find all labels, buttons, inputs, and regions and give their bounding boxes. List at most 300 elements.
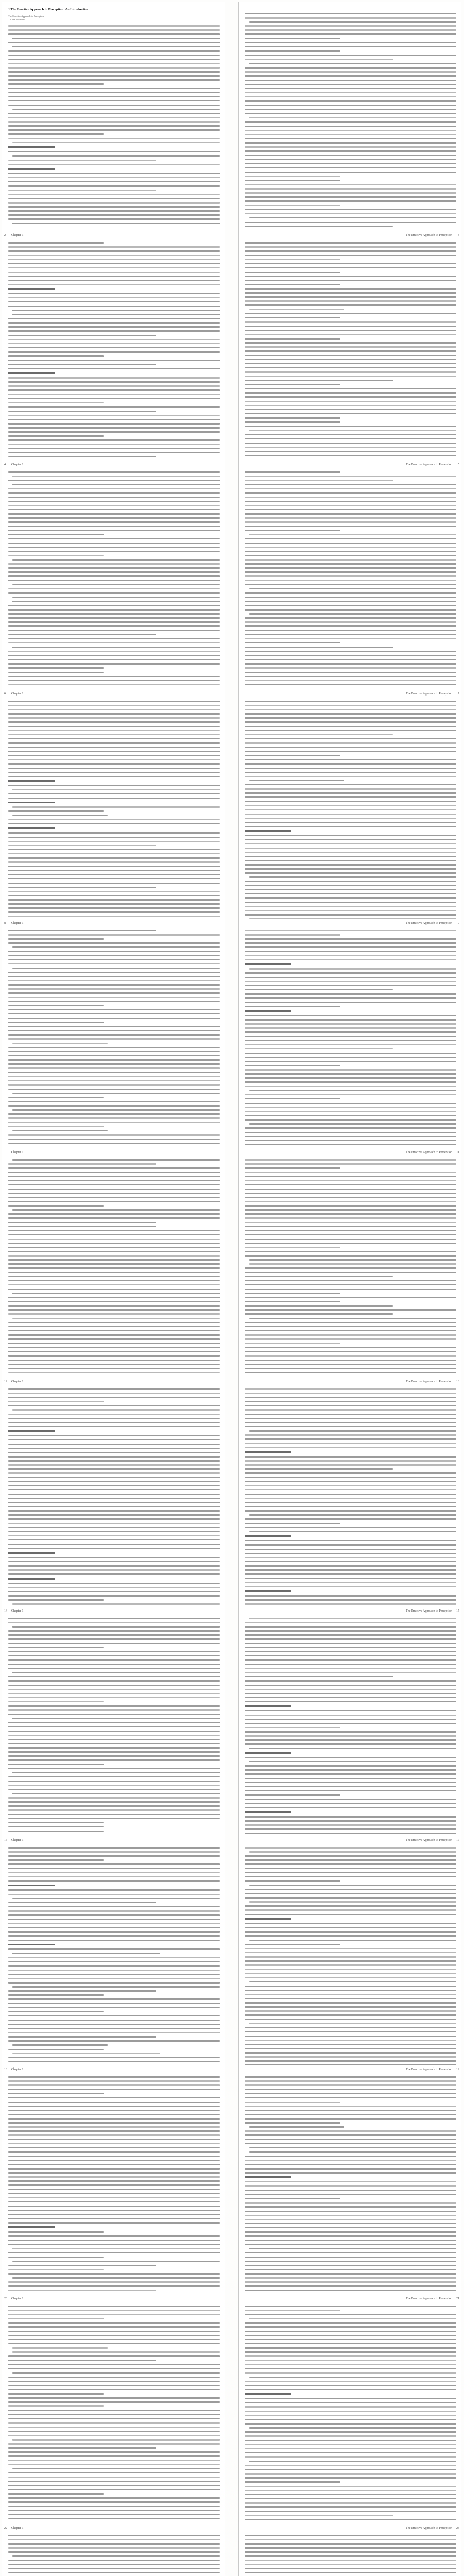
text-line	[245, 709, 456, 710]
text-line	[245, 1230, 456, 1232]
text-line	[245, 2122, 340, 2124]
running-head: The Enactive Approach to Perception	[406, 234, 452, 237]
text-line	[8, 1561, 220, 1563]
page-body	[8, 1388, 220, 1613]
text-line	[8, 659, 220, 660]
text-line	[12, 946, 220, 948]
page-number: 10	[4, 1151, 7, 1154]
text-line	[8, 963, 220, 965]
section-heading	[8, 168, 55, 170]
text-line	[8, 1360, 220, 1361]
page-body	[8, 930, 220, 1147]
text-line	[8, 448, 220, 450]
text-line	[8, 1914, 220, 1916]
text-line	[8, 339, 220, 341]
text-line	[245, 109, 456, 110]
text-line	[245, 1790, 456, 1792]
section-heading	[8, 780, 55, 782]
text-line	[245, 2019, 456, 2020]
page-body	[245, 1159, 456, 1376]
text-line	[8, 2290, 156, 2291]
text-line	[8, 959, 220, 961]
text-line	[245, 55, 456, 56]
text-line	[245, 2481, 340, 2483]
text-line	[8, 930, 156, 931]
text-line	[245, 421, 340, 423]
text-line	[245, 2351, 456, 2353]
text-line	[249, 1123, 456, 1125]
text-line	[8, 297, 220, 299]
text-line	[12, 789, 220, 790]
text-line	[245, 2060, 456, 2062]
text-line	[245, 2490, 456, 2492]
text-line	[249, 63, 456, 64]
text-line	[245, 638, 456, 640]
text-line	[245, 121, 456, 123]
text-line	[245, 1923, 456, 1924]
text-line	[245, 2381, 456, 2382]
text-line	[245, 17, 456, 19]
text-line	[245, 1205, 456, 1207]
text-line	[249, 1940, 456, 1941]
text-line	[12, 1293, 220, 1294]
text-line	[8, 2089, 220, 2090]
text-line	[8, 1502, 220, 1503]
text-line	[245, 484, 456, 485]
text-line	[8, 444, 220, 446]
text-line	[249, 534, 456, 535]
text-line	[8, 2481, 220, 2482]
text-line	[245, 1426, 456, 1428]
text-line	[245, 80, 456, 81]
text-line	[245, 547, 456, 548]
text-line	[8, 1018, 220, 1019]
text-line	[245, 501, 456, 502]
text-line	[8, 1655, 220, 1657]
text-line	[8, 164, 220, 165]
text-line	[245, 1094, 456, 1096]
page-number: 23	[456, 2527, 459, 2530]
chapter-meta-line: 1.1 The Root Idea	[8, 18, 26, 21]
text-line	[8, 2084, 220, 2086]
text-line	[8, 2122, 220, 2124]
text-line	[245, 267, 456, 269]
text-line	[8, 1638, 220, 1640]
text-line	[8, 2252, 220, 2253]
text-line	[8, 255, 220, 256]
text-line	[245, 934, 340, 936]
text-line	[245, 856, 456, 857]
text-line	[245, 255, 456, 256]
text-line	[245, 1234, 456, 1236]
text-line	[245, 1167, 340, 1169]
text-line	[245, 2310, 340, 2311]
text-line	[245, 2572, 456, 2574]
text-line	[245, 1176, 456, 1177]
text-line	[12, 2053, 160, 2055]
text-line	[8, 1527, 220, 1529]
text-line	[8, 1927, 220, 1928]
text-line	[245, 2185, 456, 2187]
page-number: 4	[4, 463, 6, 466]
text-line	[8, 306, 220, 307]
text-line	[245, 2093, 456, 2094]
text-line	[8, 198, 220, 199]
text-line	[12, 815, 108, 817]
text-line	[8, 1676, 220, 1677]
text-line	[8, 721, 220, 723]
text-line	[245, 1847, 456, 1849]
text-line	[8, 2435, 220, 2436]
text-line	[8, 1557, 220, 1558]
text-line	[8, 1172, 220, 1173]
text-line	[245, 796, 456, 798]
text-line	[8, 1685, 220, 1686]
text-line	[8, 2110, 220, 2111]
text-line	[245, 2056, 456, 2058]
text-line	[8, 832, 220, 834]
book-page-10	[238, 919, 461, 1155]
text-line	[245, 2181, 456, 2183]
text-line	[245, 180, 340, 181]
text-line	[249, 2151, 456, 2153]
chapter-title: 1 The Enactive Approach to Perception: An Introduction	[8, 8, 88, 11]
text-line	[8, 497, 220, 498]
text-line	[8, 1506, 220, 1507]
text-line	[245, 930, 456, 931]
page-body	[8, 1618, 220, 1835]
text-line	[245, 751, 456, 752]
text-line	[8, 1931, 220, 1933]
text-line	[8, 1030, 220, 1031]
text-line	[245, 2456, 456, 2458]
text-line	[8, 997, 220, 998]
text-line	[245, 763, 456, 765]
text-line	[8, 1489, 220, 1491]
text-line	[8, 1059, 220, 1061]
text-line	[249, 1263, 456, 1265]
text-line	[245, 1334, 456, 1336]
text-line	[12, 314, 220, 315]
page-body	[8, 242, 220, 467]
text-line	[8, 713, 220, 715]
text-line	[245, 559, 456, 561]
text-line	[8, 819, 220, 821]
text-line	[8, 730, 220, 732]
text-line	[8, 1514, 220, 1516]
text-line	[245, 1401, 456, 1402]
text-line	[245, 2010, 456, 2012]
text-line	[245, 2014, 456, 2016]
text-line	[245, 126, 456, 127]
text-line	[245, 2231, 456, 2233]
text-line	[8, 2464, 220, 2466]
text-line	[245, 1643, 456, 1645]
section-heading	[8, 802, 55, 804]
page-number: 2	[4, 234, 6, 237]
text-line	[8, 2011, 104, 2013]
text-line	[245, 1159, 456, 1161]
text-line	[245, 1267, 456, 1269]
text-line	[12, 1986, 220, 1988]
text-line	[245, 1418, 456, 1419]
text-line	[8, 2418, 220, 2420]
text-line	[8, 1747, 220, 1749]
text-line	[245, 575, 456, 577]
text-line	[8, 1322, 220, 1324]
text-line	[245, 543, 456, 544]
text-line	[245, 959, 456, 961]
text-line	[245, 1338, 456, 1340]
page-body	[245, 930, 456, 1155]
text-line	[8, 1051, 220, 1053]
text-line	[245, 2048, 456, 2049]
text-line	[8, 59, 220, 60]
text-line	[245, 1757, 456, 1758]
text-line	[245, 242, 456, 244]
text-line	[8, 280, 220, 281]
section-heading	[8, 827, 55, 829]
text-line	[8, 543, 220, 544]
text-line	[8, 938, 104, 940]
text-line	[245, 2440, 456, 2442]
running-head: The Enactive Approach to Perception	[406, 1609, 452, 1613]
text-line	[8, 2106, 220, 2107]
text-line	[245, 826, 456, 827]
text-line	[8, 2460, 220, 2461]
text-line	[245, 2273, 456, 2275]
text-line	[245, 1743, 456, 1745]
text-line	[249, 217, 456, 219]
text-line	[245, 1998, 456, 1999]
text-line	[12, 1093, 220, 1094]
book-page-11	[2, 1148, 225, 1384]
text-line	[8, 1948, 220, 1950]
text-line	[8, 2222, 220, 2224]
text-line	[8, 1013, 220, 1015]
text-line	[249, 613, 456, 615]
text-line	[249, 21, 456, 23]
text-line	[245, 955, 456, 957]
text-line	[245, 1048, 393, 1050]
text-line	[8, 1435, 220, 1437]
text-line	[8, 1599, 104, 1601]
text-line	[8, 567, 220, 569]
section-heading	[8, 1578, 55, 1580]
text-line	[8, 2197, 220, 2199]
text-line	[245, 1786, 456, 1788]
text-line	[245, 2164, 456, 2165]
text-line	[8, 751, 220, 752]
text-line	[245, 272, 340, 273]
text-line	[8, 1587, 220, 1588]
text-line	[249, 2147, 456, 2149]
text-line	[8, 2443, 220, 2445]
text-line	[245, 1931, 456, 1933]
text-line	[245, 634, 456, 636]
text-line	[245, 2089, 456, 2090]
text-line	[245, 1969, 456, 1970]
text-line	[8, 2501, 220, 2503]
text-line	[249, 968, 456, 970]
text-line	[245, 2219, 456, 2221]
text-line	[8, 1126, 104, 1127]
text-line	[245, 597, 456, 598]
text-line	[245, 2006, 456, 2008]
text-line	[8, 1247, 220, 1248]
text-line	[245, 67, 456, 69]
text-line	[8, 100, 220, 102]
text-line	[8, 2401, 220, 2403]
text-line	[8, 2210, 220, 2211]
text-line	[245, 1360, 456, 1361]
text-line	[8, 364, 156, 365]
text-line	[245, 2206, 456, 2208]
text-line	[8, 1894, 220, 1895]
text-line	[8, 575, 220, 577]
page-body	[8, 2535, 220, 2576]
text-line	[245, 1489, 456, 1491]
text-line	[8, 530, 220, 531]
text-line	[245, 2535, 456, 2536]
text-line	[12, 2439, 220, 2441]
page-body	[245, 2535, 456, 2576]
text-line	[245, 747, 456, 748]
text-line	[245, 2519, 456, 2520]
section-heading	[8, 1944, 55, 1946]
text-line	[245, 413, 456, 415]
text-line	[245, 1472, 456, 1474]
text-line	[8, 734, 220, 736]
text-line	[245, 910, 456, 911]
text-line	[8, 214, 220, 216]
page-body	[8, 2076, 220, 2298]
text-line	[8, 955, 220, 957]
text-line	[245, 155, 456, 156]
text-line	[245, 455, 456, 456]
text-line	[8, 509, 220, 511]
text-line	[8, 2310, 220, 2311]
running-head: Chapter 1	[11, 2527, 24, 2530]
text-line	[12, 2372, 220, 2374]
section-heading	[245, 830, 291, 832]
section-heading	[8, 1552, 55, 1554]
text-line	[8, 177, 220, 178]
text-line	[8, 1668, 220, 1669]
text-line	[8, 2102, 220, 2103]
text-line	[8, 2147, 220, 2149]
text-line	[8, 1659, 220, 1661]
text-line	[8, 2326, 220, 2328]
text-line	[8, 1982, 220, 1984]
text-line	[245, 864, 456, 866]
text-line	[245, 1119, 456, 1121]
text-line	[245, 1140, 456, 1142]
text-line	[12, 1409, 220, 1411]
text-line	[245, 313, 456, 315]
text-line	[8, 2024, 220, 2025]
text-line	[8, 2126, 220, 2128]
running-head: The Enactive Approach to Perception	[406, 692, 452, 696]
text-line	[245, 1573, 456, 1575]
text-line	[245, 2285, 456, 2287]
text-line	[8, 1001, 220, 1003]
text-line	[8, 513, 220, 515]
text-line	[245, 1027, 456, 1029]
text-line	[245, 768, 456, 769]
text-line	[245, 371, 456, 373]
text-line	[8, 655, 220, 656]
text-line	[8, 1105, 220, 1107]
text-line	[245, 601, 456, 602]
text-line	[8, 1067, 220, 1069]
text-line	[8, 1630, 220, 1632]
text-line	[8, 1047, 220, 1048]
text-line	[12, 2261, 220, 2262]
text-line	[245, 742, 456, 744]
page-body	[245, 701, 456, 922]
text-line	[8, 2322, 220, 2324]
page-number: 20	[4, 2297, 7, 2300]
text-line	[8, 2134, 220, 2136]
text-line	[245, 1368, 456, 1369]
book-page-4	[238, 231, 461, 467]
text-line	[245, 667, 456, 669]
text-line	[8, 521, 220, 523]
book-page-14	[238, 1377, 461, 1613]
text-line	[8, 79, 220, 81]
text-line	[245, 367, 456, 369]
text-line	[12, 2351, 220, 2353]
page-number: 8	[4, 922, 6, 925]
running-head: The Enactive Approach to Perception	[406, 463, 452, 466]
text-line	[245, 1301, 340, 1302]
text-line	[8, 318, 220, 319]
text-line	[245, 1994, 456, 1995]
text-line	[245, 521, 456, 523]
text-line	[245, 997, 456, 999]
text-line	[249, 2318, 456, 2319]
text-line	[8, 1726, 220, 1727]
text-line	[245, 2389, 456, 2391]
text-line	[8, 259, 220, 260]
text-line	[8, 1055, 220, 1057]
text-line	[245, 1634, 456, 1636]
text-line	[245, 1019, 456, 1021]
text-line	[245, 2547, 456, 2549]
text-line	[245, 1986, 456, 1987]
text-line	[8, 1481, 220, 1483]
text-line	[8, 301, 220, 303]
text-line	[245, 50, 340, 52]
text-line	[245, 1201, 456, 1202]
running-head: The Enactive Approach to Perception	[406, 2068, 452, 2071]
text-line	[8, 377, 220, 379]
text-line	[245, 1172, 456, 1173]
text-line	[8, 763, 220, 765]
text-line	[245, 788, 456, 790]
text-line	[245, 1006, 340, 1007]
text-line	[245, 2431, 456, 2433]
text-line	[8, 419, 220, 420]
text-line	[8, 1180, 220, 1181]
text-line	[8, 701, 220, 702]
text-line	[245, 2372, 456, 2374]
text-line	[8, 1143, 220, 1144]
text-line	[8, 83, 104, 85]
text-line	[8, 563, 220, 565]
text-line	[12, 1043, 108, 1044]
